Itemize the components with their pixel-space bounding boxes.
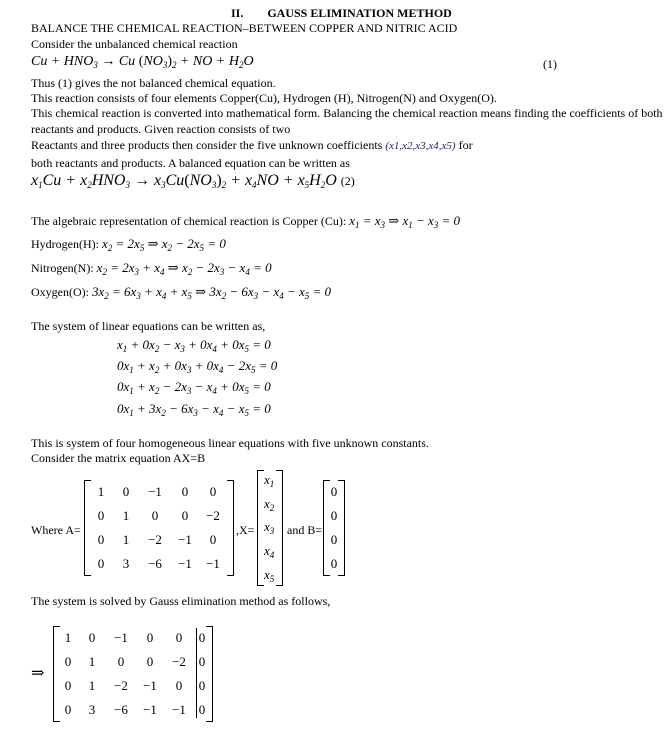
augmented-matrix-cell: 0 [88, 630, 96, 645]
algebra-oxygen: Oxygen(O): $3x_2 = 6x_3 + x_4 + x_5$ ⇒ $3x_2 - 6x_3 - x_4 - x_5 = 0$ [31, 284, 332, 301]
matrix-a-cell: 1 [97, 484, 105, 499]
augmented-matrix-cell: −6 [114, 702, 128, 717]
matrix-b [323, 480, 345, 576]
matrix-a [84, 480, 234, 576]
matrix-a-cell: 0 [122, 484, 130, 499]
paragraph: Consider the matrix equation AX=B [31, 451, 206, 465]
equation-label: (1) [543, 57, 557, 71]
matrix-a-cell: 1 [122, 532, 130, 547]
equation-label: (2) [340, 174, 355, 188]
matrix-a-cell: 0 [151, 508, 159, 523]
paragraph: This chemical reaction is converted into mathematical form. Balancing the chemical reaction means finding the coefficients of both [31, 106, 663, 120]
augmented-matrix-cell: −1 [114, 630, 128, 645]
implies-arrow: ⇒ [31, 665, 45, 682]
matrix-a-cell: 0 [209, 484, 217, 499]
augmented-matrix-cell: 3 [88, 702, 96, 717]
augmented-matrix-cell: 0 [117, 654, 125, 669]
linear-equation-1: $x_1 + 0x_2 - x_3 + 0x_4 + 0x_5 = 0$ [117, 337, 271, 354]
equation-balanced: $x_1Cu + x_2HNO_3 \to x_3Cu(NO_3)_2 + x_4NO + x_5H_2O$ (2) [31, 172, 355, 190]
augmented-matrix-cell: 0 [175, 630, 183, 645]
augmented-matrix-cell: 0 [146, 630, 154, 645]
section-title: GAUSS ELIMINATION METHOD [267, 6, 452, 20]
augmented-matrix-cell: 0 [146, 654, 154, 669]
section-heading [231, 6, 452, 21]
augmented-matrix-cell: 0 [64, 702, 72, 717]
matrix-a-cell: −1 [178, 556, 192, 571]
matrix-b-cell: 0 [330, 484, 338, 499]
matrix-a-cell: −1 [148, 484, 162, 499]
matrix-a-cell: −2 [148, 532, 162, 547]
augmented-matrix-cell: 1 [64, 630, 72, 645]
matrix-x: $x_1$ $x_2$ $x_3$ $x_4$ $x_5$ [257, 470, 283, 586]
matrix-a-cell: 0 [97, 556, 105, 571]
matrix-a-cell: 3 [122, 556, 130, 571]
augmented-matrix-cell: −2 [172, 654, 186, 669]
paragraph: Reactants and three products then consider the five unknown coefficients (x1,x2,x3,x4,x5) for [31, 138, 473, 152]
augmented-matrix-cell: 0 [64, 654, 72, 669]
paragraph: The system is solved by Gauss elimination method as follows, [31, 594, 331, 608]
matrix-a-cell: 1 [122, 508, 130, 523]
label-x: ,X= [236, 523, 255, 537]
matrix-a-cell: 0 [181, 484, 189, 499]
matrix-a-cell: −1 [206, 556, 220, 571]
section-number: II. [231, 6, 244, 20]
matrix-b-cell: 0 [330, 532, 338, 547]
paragraph: This is system of four homogeneous linear equations with five unknown constants. [31, 436, 429, 450]
coefficient-list: (x1,x2,x3,x4,x5) [385, 140, 456, 152]
matrix-a-cell: 0 [97, 508, 105, 523]
label-and-b: and B= [287, 523, 323, 537]
augmented-matrix-cell: 0 [175, 678, 183, 693]
paragraph: Thus (1) gives the not balanced chemical equation. [31, 76, 276, 90]
augmented-matrix-cell: −1 [143, 702, 157, 717]
algebra-hydrogen: Hydrogen(H): $x_2 = 2x_5$ ⇒ $x_2 - 2x_5 = 0$ [31, 236, 226, 253]
augmented-matrix-cell: 0 [198, 654, 206, 669]
paragraph: The system of linear equations can be written as, [31, 319, 266, 333]
paragraph: Consider the unbalanced chemical reaction [31, 37, 238, 51]
matrix-b-cell: 0 [330, 556, 338, 571]
equation-unbalanced: $Cu + HNO_3 \to Cu$ $(NO_3)_2$ + NO + $H_2O$ [31, 54, 254, 70]
augmented-matrix-cell: 1 [88, 678, 96, 693]
algebra-copper: The algebraic representation of chemical reaction is Copper (Cu): $x_1 = x_3$ ⇒ $x_1 - x_3 = 0$ [31, 213, 461, 230]
paragraph: This reaction consists of four elements Copper(Cu), Hydrogen (H), Nitrogen(N) and Oxygen(O). [31, 91, 497, 105]
paragraph: reactants and products. Given reaction consists of two [31, 122, 291, 136]
matrix-a-cell: 0 [97, 532, 105, 547]
augmented-matrix-cell: 1 [88, 654, 96, 669]
matrix-a-cell: −6 [148, 556, 162, 571]
matrix-a-cell: −1 [178, 532, 192, 547]
subtitle: BALANCE THE CHEMICAL REACTION–BETWEEN COPPER AND NITRIC ACID [31, 21, 458, 35]
matrix-a-cell: −2 [206, 508, 220, 523]
paragraph: both reactants and products. A balanced equation can be written as [31, 156, 350, 170]
linear-equation-2: $0x_1 + x_2 + 0x_3 + 0x_4 - 2x_5 = 0$ [117, 358, 278, 375]
algebra-nitrogen: Nitrogen(N): $x_2 = 2x_3 + x_4$ ⇒ $x_2 - 2x_3 - x_4 = 0$ [31, 260, 272, 277]
linear-equation-4: $0x_1 + 3x_2 - 6x_3 - x_4 - x_5 = 0$ [117, 401, 271, 418]
label-where-a: Where A= [31, 523, 81, 537]
augmented-matrix-cell: 0 [198, 702, 206, 717]
augmented-matrix-cell: 0 [198, 678, 206, 693]
augmented-matrix-cell: −2 [114, 678, 128, 693]
augmented-matrix-cell: 0 [64, 678, 72, 693]
augmented-matrix-cell: −1 [143, 678, 157, 693]
matrix-a-cell: 0 [181, 508, 189, 523]
augmented-matrix [53, 626, 213, 722]
augmented-matrix-cell: 0 [198, 630, 206, 645]
augmented-matrix-cell: −1 [172, 702, 186, 717]
matrix-b-cell: 0 [330, 508, 338, 523]
linear-equation-3: $0x_1 + x_2 - 2x_3 - x_4 + 0x_5 = 0$ [117, 379, 271, 396]
matrix-a-cell: 0 [209, 532, 217, 547]
